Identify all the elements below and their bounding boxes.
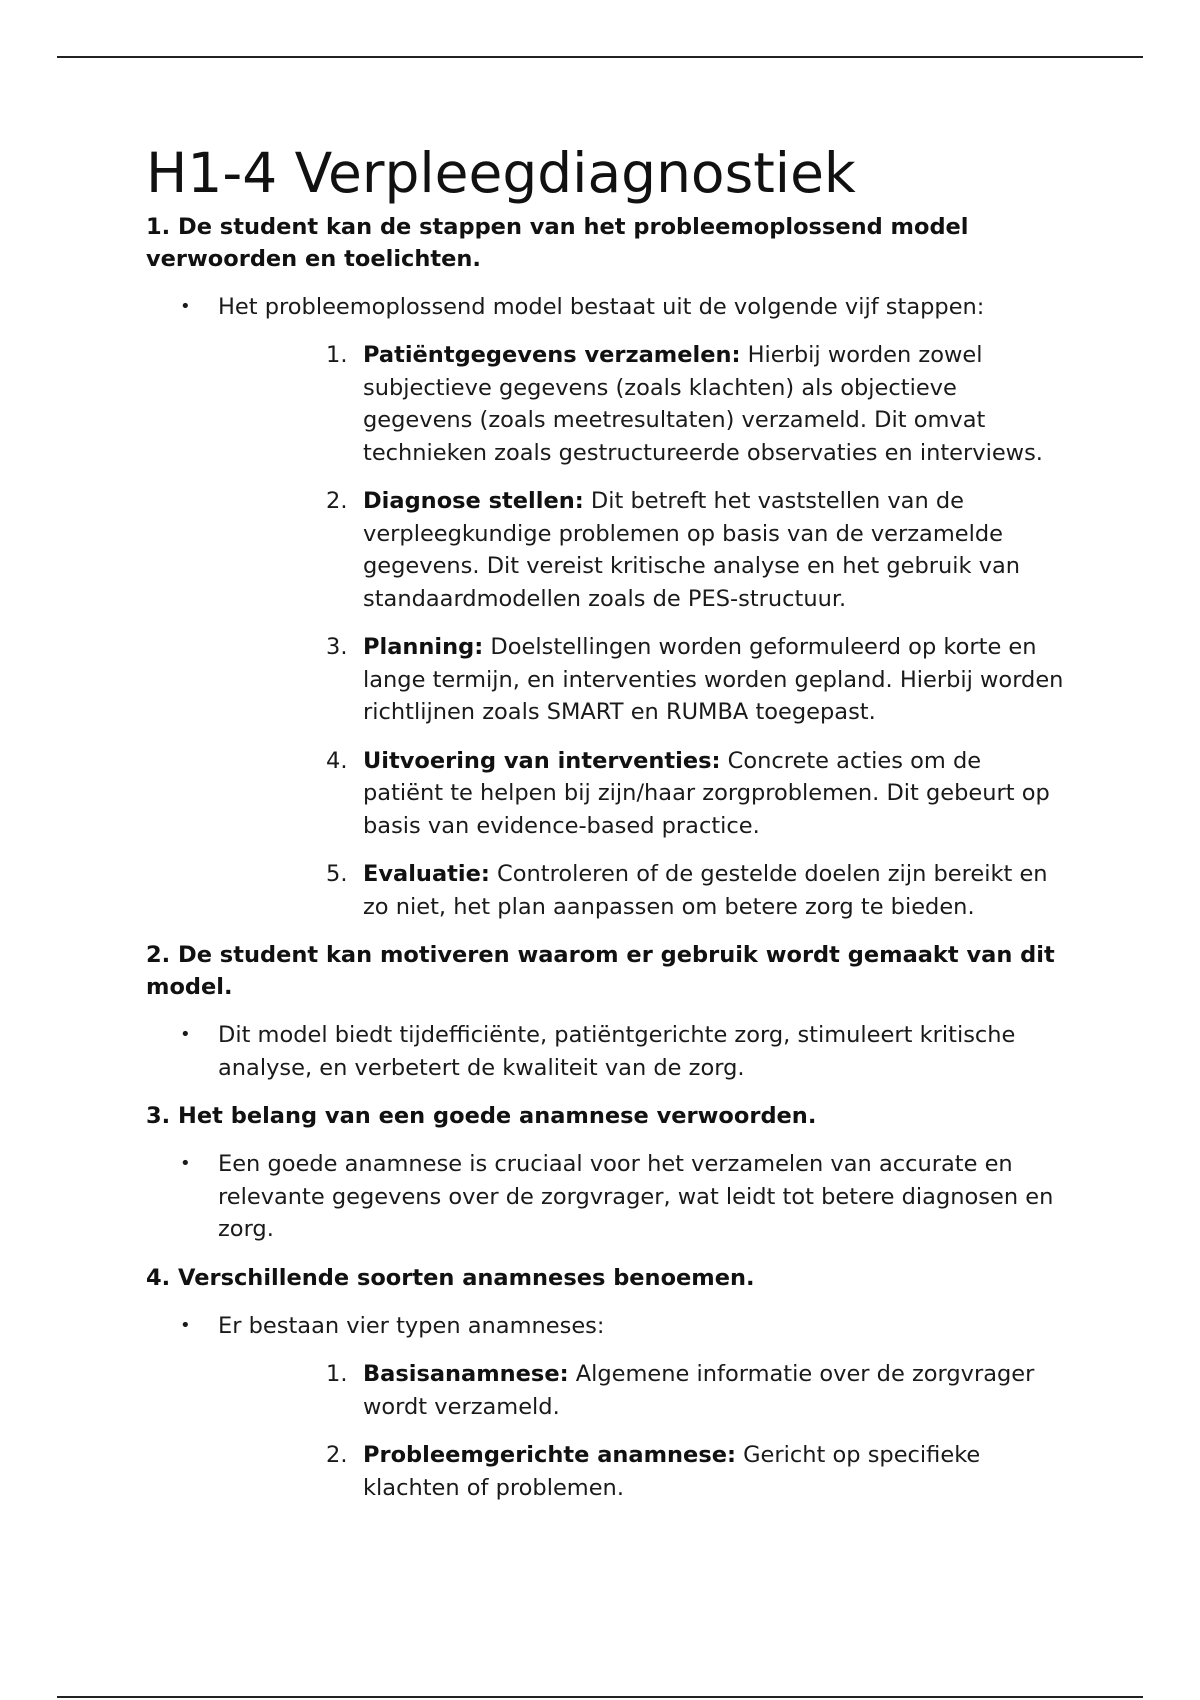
item-term: Basisanamnese: — [363, 1361, 569, 1388]
item-number: 4. — [326, 747, 348, 774]
item-number: 1. — [326, 1361, 348, 1388]
item-term: Patiëntgegevens verzamelen: — [363, 342, 741, 369]
item-number: 2. — [326, 1442, 348, 1469]
item-text: Controleren of de gestelde doelen zijn bereikt en zo niet, het plan aanpassen om betere zorg te bieden. — [363, 861, 1048, 920]
item-number: 2. — [326, 488, 348, 515]
item-text: Algemene informatie over de zorgvrager wordt verzameld. — [363, 1361, 1035, 1420]
list-item — [218, 1358, 1066, 1423]
item-term: Evaluatie: — [363, 861, 490, 888]
item-text: Dit betreft het vaststellen van de verpleegkundige problemen op basis van de verzamelde gegevens. Dit vereist kritische analyse en het gebruik van standaardmodellen zoals de PES-structuur. — [363, 488, 1021, 612]
page-title: H1-4 Verpleegdiagnostiek — [146, 141, 856, 205]
top-rule — [57, 56, 1143, 58]
item-term: Planning: — [363, 634, 484, 661]
list-item — [218, 1439, 1066, 1504]
bullet-item — [146, 1310, 1066, 1505]
item-number: 1. — [326, 342, 348, 369]
numbered-list — [218, 339, 1066, 923]
item-number: 3. — [326, 634, 348, 661]
list-item — [218, 485, 1066, 615]
bullet-text: Er bestaan vier typen anamneses: — [218, 1312, 605, 1339]
item-text: Concrete acties om de patiënt te helpen bij zijn/haar zorgproblemen. Dit gebeurt op basis van evidence-based practice. — [363, 747, 1050, 839]
document-body — [146, 143, 1066, 1520]
list-item — [218, 745, 1066, 843]
list-item — [218, 631, 1066, 729]
section-heading: 3. Het belang van een goede anamnese verwoorden. — [146, 1103, 817, 1130]
bullet-item — [146, 291, 1066, 924]
item-text: Gericht op specifieke klachten of problemen. — [363, 1442, 981, 1501]
item-number: 5. — [326, 861, 348, 888]
bullet-text: Het probleemoplossend model bestaat uit de volgende vijf stappen: — [218, 293, 985, 320]
item-text: Hierbij worden zowel subjectieve gegevens (zoals klachten) als objectieve gegevens (zoals meetresultaten) verzameld. Dit omvat technieken zoals gestructureerde observaties en interviews. — [363, 342, 1043, 466]
bullet-list — [146, 1019, 1066, 1084]
numbered-list — [218, 1358, 1066, 1504]
item-term: Probleemgerichte anamnese: — [363, 1442, 736, 1469]
bullet-list — [146, 1310, 1066, 1505]
item-text: Doelstellingen worden geformuleerd op korte en lange termijn, en interventies worden gepland. Hierbij worden richtlijnen zoals SMART en RUMBA toegepast. — [363, 634, 1064, 726]
bullet-list — [146, 1148, 1066, 1246]
item-term: Uitvoering van interventies: — [363, 747, 721, 774]
section-heading: 4. Verschillende soorten anamneses benoemen. — [146, 1264, 755, 1291]
item-term: Diagnose stellen: — [363, 488, 584, 515]
bullet-item: • Een goede anamnese is cruciaal voor het verzamelen van accurate en relevante gegevens over de zorgvrager, wat leidt tot betere diagnosen en zorg. — [146, 1148, 1066, 1246]
list-item — [218, 339, 1066, 469]
bottom-rule — [57, 1696, 1143, 1698]
bullet-item: • Dit model biedt tijdefficiënte, patiëntgerichte zorg, stimuleert kritische analyse, en verbetert de kwaliteit van de zorg. — [146, 1019, 1066, 1084]
bullet-list — [146, 291, 1066, 924]
list-item — [218, 858, 1066, 923]
section-heading: 2. De student kan motiveren waarom er gebruik wordt gemaakt van dit model. — [146, 942, 1055, 1001]
section-heading: 1. De student kan de stappen van het probleemoplossend model verwoorden en toelichten. — [146, 213, 969, 272]
